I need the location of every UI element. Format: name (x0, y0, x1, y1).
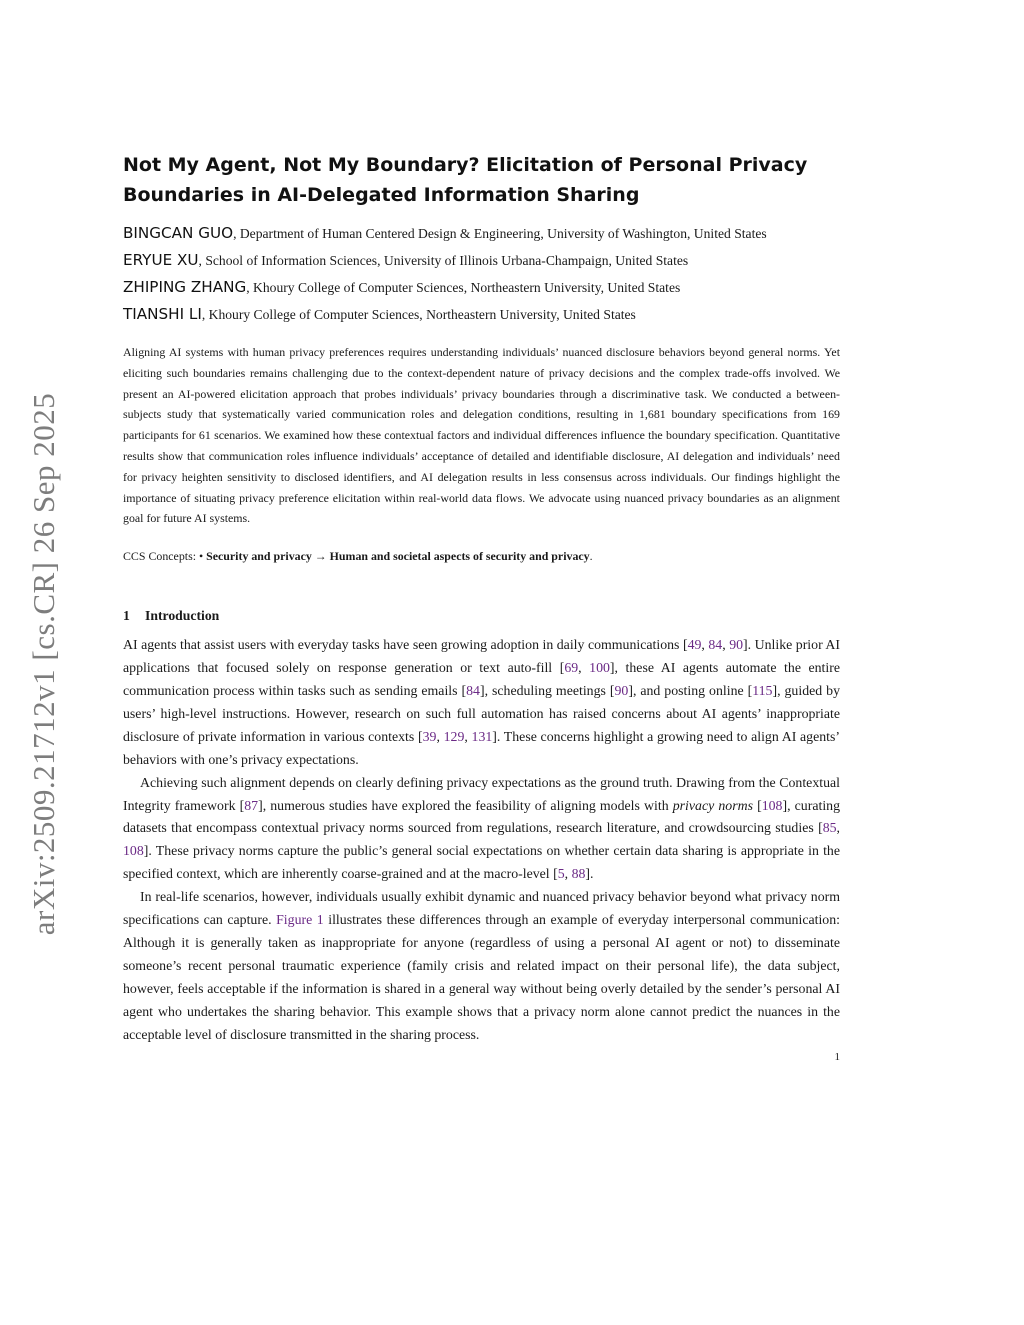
citation-link[interactable]: 131 (471, 728, 493, 744)
citation-link[interactable]: 129 (443, 728, 465, 744)
citation-link[interactable]: 39 (422, 728, 437, 744)
citation-link[interactable]: 100 (589, 660, 610, 676)
text-run: ]. These concerns highlight a growing need to align AI agents’ behaviors with one’s privacy expectations. (123, 728, 840, 767)
author-entry (123, 301, 840, 328)
ccs-label: CCS Concepts: • (123, 549, 207, 564)
text-run: ], guided by users’ high-level instructions. However, research on such full automation has raised concerns about AI agents’ inappropriate disclosure of private information in various contexts [ (123, 682, 840, 744)
author-affiliation: , Khoury College of Computer Sciences, Northeastern University, United States (246, 280, 681, 295)
author-entry (123, 247, 840, 274)
body-paragraph (123, 886, 840, 1046)
text-run: ], numerous studies have explored the feasibility of aligning models with (258, 797, 673, 813)
citation-separator: , (701, 637, 709, 653)
author-name: ERYUE XU (123, 251, 199, 269)
text-run: ]. Unlike prior AI applications that focused solely on response generation or text auto-fill [ (123, 637, 841, 676)
text-run: ], and posting online [ (628, 682, 753, 698)
ccs-subconcept: Human and societal aspects of security and privacy (329, 549, 590, 564)
citation-separator: , (436, 728, 444, 744)
author-list (123, 220, 840, 328)
section-title: Introduction (145, 608, 220, 624)
text-run: ], these AI agents automate the entire communication process within tasks such as sending emails [ (123, 660, 841, 698)
paper-title: Not My Agent, Not My Boundary? Elicitation of Personal Privacy Boundaries in AI-Delegated Information Sharing (123, 154, 808, 206)
author-entry (123, 274, 840, 301)
ccs-arrow: → (311, 549, 330, 564)
author-entry (123, 220, 840, 247)
arxiv-identifier-stamp: arXiv:2509.21712v1 [cs.CR] 26 Sep 2025 (26, 392, 61, 936)
citation-link[interactable]: 5 (557, 866, 565, 882)
text-run: ], scheduling meetings [ (479, 682, 615, 698)
body-paragraph (123, 634, 840, 771)
author-affiliation: , School of Information Sciences, University of Illinois Urbana-Champaign, United States (198, 253, 689, 268)
author-name: BINGCAN GUO (123, 224, 234, 242)
citation-link[interactable]: 69 (564, 660, 579, 676)
section-heading (123, 606, 840, 626)
text-run: ], curating datasets that encompass contextual privacy norms sourced from regulations, research literature, and crowdsourcing studies [ (123, 797, 841, 836)
citation-link[interactable]: 108 (123, 843, 144, 859)
author-affiliation: , Department of Human Centered Design & Engineering, University of Washington, United States (233, 226, 767, 241)
introduction-body (123, 634, 840, 1046)
figure-reference-link[interactable]: Figure 1 (276, 912, 324, 928)
text-run: [ (752, 797, 762, 813)
citation-link[interactable]: 90 (614, 682, 629, 698)
citation-link[interactable]: 49 (687, 637, 702, 653)
paper-page (123, 150, 840, 1065)
ccs-end: . (589, 549, 593, 564)
citation-link[interactable]: 87 (244, 797, 259, 813)
ccs-concept: Security and privacy (206, 549, 312, 564)
page-number: 1 (834, 1051, 840, 1064)
author-name: TIANSHI LI (123, 305, 202, 323)
citation-link[interactable]: 90 (729, 637, 744, 653)
text-run: Achieving such alignment depends on clearly defining privacy expectations as the ground truth. Drawing from the Contextual Integrity framework [ (123, 774, 840, 813)
citation-separator: , (464, 728, 472, 744)
citation-separator: , (722, 637, 730, 653)
citation-link[interactable]: 115 (752, 682, 773, 698)
citation-link[interactable]: 84 (708, 637, 723, 653)
text-run: AI agents that assist users with everyday tasks have seen growing adoption in daily communications [ (123, 637, 688, 653)
citation-separator: , (836, 820, 840, 836)
author-name: ZHIPING ZHANG (123, 278, 247, 296)
citation-separator: , (578, 660, 590, 676)
ccs-concepts (123, 546, 840, 566)
author-affiliation: , Khoury College of Computer Sciences, Northeastern University, United States (201, 307, 636, 322)
body-paragraph (123, 772, 840, 887)
citation-link[interactable]: 85 (822, 820, 837, 836)
citation-link[interactable]: 84 (466, 682, 480, 698)
abstract: Aligning AI systems with human privacy preferences requires understanding individuals’ nuanced disclosure behaviors beyond general norms. Yet eliciting such boundaries remains challenging due to the context-dependent nature of privacy decisions and the complex trade-offs involved. We present an AI-powered elicitation approach that probes individuals’ privacy boundaries through a discriminative task. We conducted a between-subjects study that systematically varied communication roles and delegation conditions, resulting in 1,681 boundary specifications from 169 participants for 61 scenarios. We examined how these contextual factors and individual differences influence the boundary specification. Quantitative results show that communication roles influence individuals’ acceptance of detailed and identifiable disclosure, AI delegation and individuals’ need for privacy heighten sensitivity to disclosed identifiers, and AI delegation results in less consensus across individuals. Our findings highlight the importance of situating privacy preference elicitation within real-world data flows. We advocate using nuanced privacy boundaries as an alignment goal for future AI systems. (123, 345, 840, 526)
text-run: ]. These privacy norms capture the public’s general social expectations on whether certain data sharing is appropriate in the specified context, which are inherently coarse-grained and at the macro-level [ (123, 843, 840, 882)
section-number: 1 (123, 608, 130, 624)
text-run: In real-life scenarios, however, individuals usually exhibit dynamic and nuanced privacy behavior beyond what privacy norm specifications can capture. (123, 889, 840, 928)
citation-link[interactable]: 88 (571, 866, 586, 882)
citation-separator: , (564, 866, 572, 882)
text-run: illustrates these differences through an example of everyday interpersonal communication: Although it is generally taken as inappropriate for anyone (regardless of using a personal AI agent or not) to disseminate someone’s recent personal traumatic experience (family crisis and related impact on their personal life), the data subject, however, feels acceptable if the information is shared in a general way without being overly detailed by the sender’s personal AI agent who undertakes the sharing behavior. This example shows that a privacy norm alone cannot predict the nuances in the acceptable level of disclosure transmitted in the sharing process. (123, 912, 840, 1042)
text-run: ]. (585, 866, 594, 882)
emphasis-text: privacy norms (672, 797, 753, 813)
citation-link[interactable]: 108 (761, 797, 783, 813)
